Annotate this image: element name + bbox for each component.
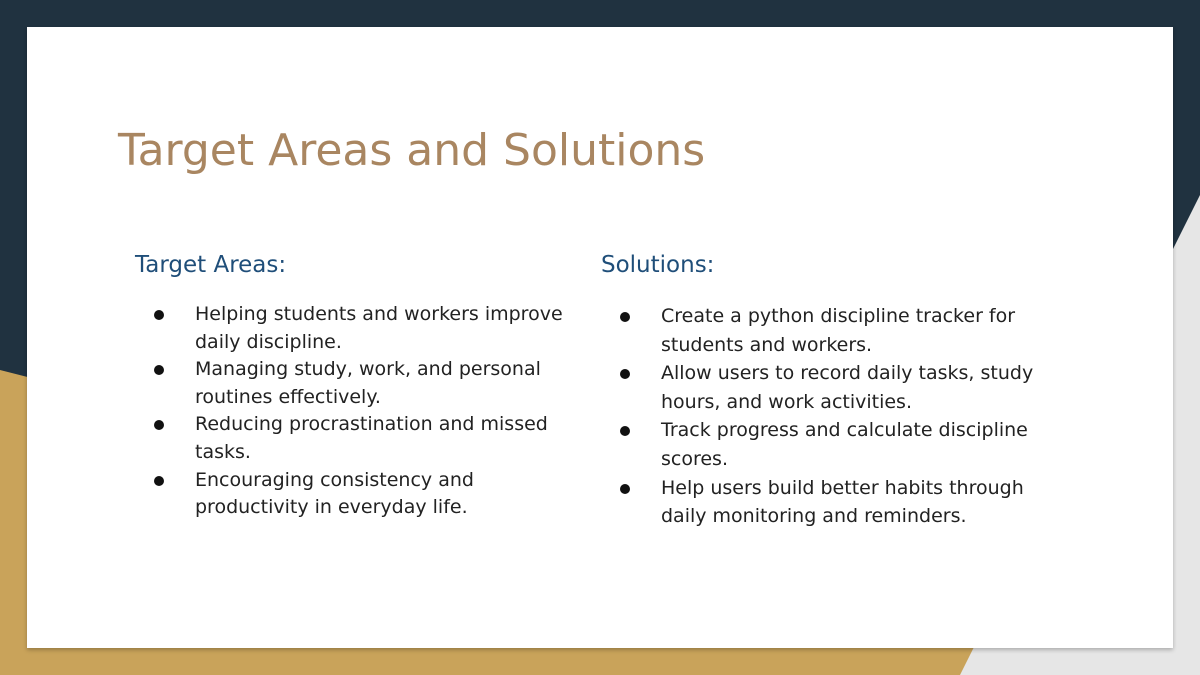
solutions-list — [601, 302, 1071, 531]
target-areas-heading: Target Areas: — [135, 252, 287, 278]
slide-title: Target Areas and Solutions — [118, 125, 706, 176]
list-item — [135, 301, 575, 356]
list-item — [135, 356, 575, 411]
list-item — [601, 359, 1071, 416]
solutions-column — [601, 245, 1071, 531]
solutions-heading: Solutions: — [601, 252, 715, 278]
bullet-icon — [154, 365, 164, 375]
slide-card — [27, 27, 1173, 648]
list-item-text: Help users build better habits through daily monitoring and reminders. — [661, 476, 1024, 528]
list-item — [601, 474, 1071, 531]
list-item-text: Encouraging consistency and productivity in everyday life. — [195, 468, 474, 519]
list-item-text: Managing study, work, and personal routines effectively. — [195, 358, 541, 408]
list-item — [601, 416, 1071, 473]
target-areas-column — [135, 245, 575, 522]
list-item-text: Create a python discipline tracker for students and workers. — [661, 305, 1016, 356]
bullet-icon — [154, 310, 164, 320]
list-item — [601, 302, 1071, 359]
list-item — [135, 411, 575, 466]
bullet-icon — [154, 476, 164, 486]
target-areas-list — [135, 301, 575, 522]
list-item — [135, 467, 575, 522]
list-item-text: Allow users to record daily tasks, study hours, and work activities. — [661, 362, 1034, 413]
list-item-text: Track progress and calculate discipline scores. — [661, 419, 1028, 470]
bullet-icon — [154, 420, 164, 430]
bullet-icon — [620, 369, 630, 379]
bullet-icon — [620, 426, 630, 436]
list-item-text: Helping students and workers improve daily discipline. — [195, 303, 563, 353]
bullet-icon — [620, 312, 630, 322]
bullet-icon — [620, 484, 630, 494]
list-item-text: Reducing procrastination and missed tasks. — [195, 413, 548, 463]
